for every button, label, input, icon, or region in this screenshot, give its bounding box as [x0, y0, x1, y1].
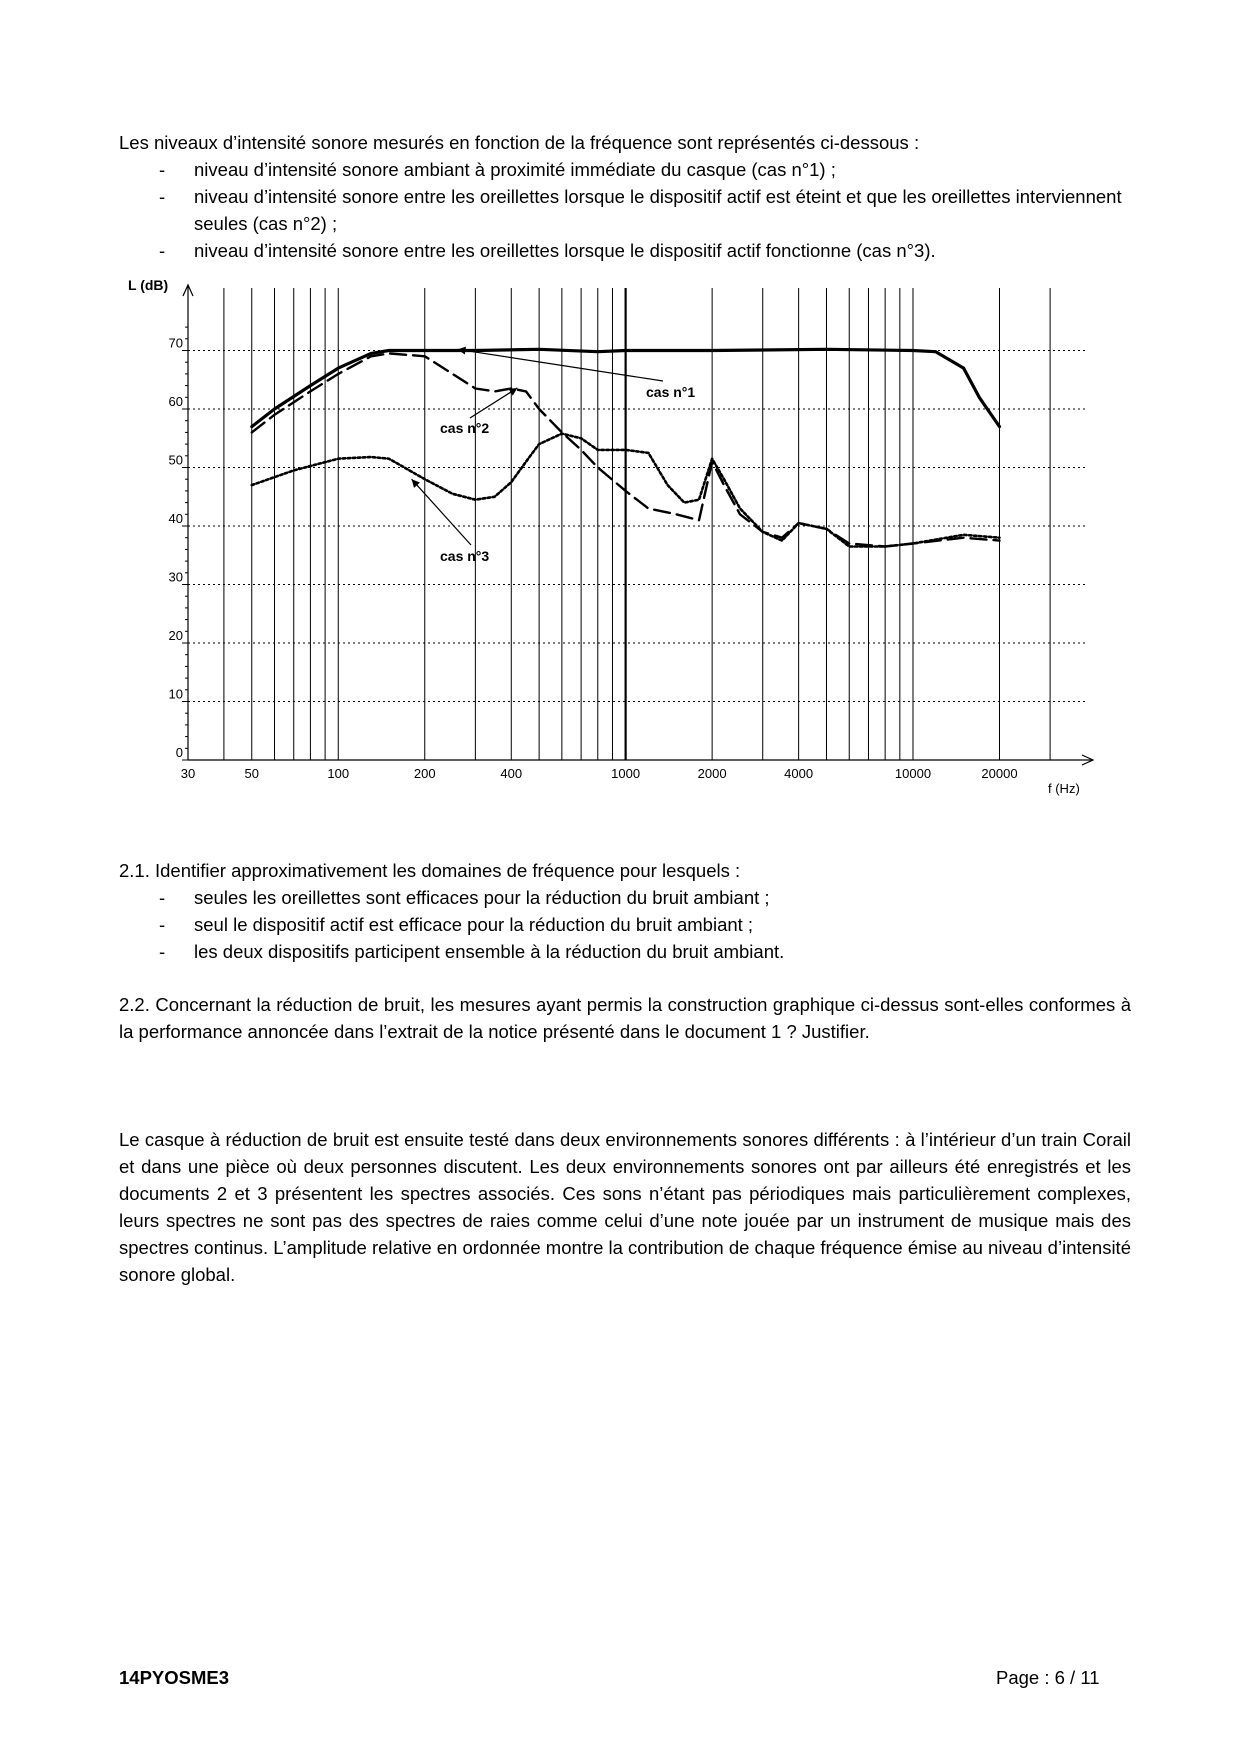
q21-item-3: les deux dispositifs participent ensemble à la réduction du bruit ambiant. — [194, 941, 785, 962]
bullet-dash: - — [159, 941, 166, 962]
q22-text: 2.2. Concernant la réduction de bruit, les mesures ayant permis la construction graphique ci-dessus sont-elles conformes à la performance annoncée dans l’extrait de la notice présenté dans le document 1 ? Justifier. — [119, 994, 1131, 1042]
case-1-text: niveau d’intensité sonore ambiant à proximité immédiate du casque (cas n°1) ; — [194, 159, 836, 180]
x-tick-label: 50 — [244, 766, 259, 781]
footer-code: 14PYOSME3 — [119, 1667, 230, 1688]
list-item — [119, 237, 1131, 264]
annotation-arrowhead — [508, 388, 517, 396]
list-item — [119, 884, 1131, 911]
cases-list — [119, 156, 1131, 264]
x-tick-label: 10000 — [894, 766, 932, 781]
chart-grid — [188, 288, 1086, 760]
annotation-pointer — [470, 388, 517, 418]
y-axis-title: L (dB) — [128, 277, 169, 293]
y-tick-label: 50 — [168, 452, 183, 468]
list-item — [119, 183, 1131, 237]
x-tick-label: 100 — [327, 766, 350, 781]
x-tick-label: 30 — [180, 766, 196, 781]
bullet-dash: - — [159, 159, 166, 180]
bullet-dash: - — [159, 186, 166, 207]
x-tick-label: 1000 — [611, 766, 641, 781]
sound-level-chart — [0, 270, 1240, 800]
annotation-label: cas n°3 — [440, 548, 490, 564]
x-tick-label: 4000 — [784, 766, 814, 781]
chart-axes — [128, 277, 1093, 796]
annotation-label: cas n°2 — [440, 420, 490, 436]
list-item — [119, 911, 1131, 938]
y-tick-label: 40 — [168, 511, 183, 526]
q21-item-2: seul le dispositif actif est efficace pour la réduction du bruit ambiant ; — [194, 914, 754, 935]
x-tick-label: 400 — [500, 766, 523, 781]
y-tick-label: 10 — [168, 686, 183, 702]
y-tick-label: 0 — [175, 745, 183, 760]
bullet-dash: - — [159, 887, 166, 908]
q21-title: 2.1. Identifier approximativement les domaines de fréquence pour lesquels : — [119, 860, 741, 881]
case-3-text: niveau d’intensité sonore entre les oreillettes lorsque le dispositif actif fonctionne (cas n°3). — [194, 240, 936, 261]
x-axis-title: f (Hz) — [1048, 781, 1080, 796]
q21-item-1: seules les oreillettes sont efficaces pour la réduction du bruit ambiant ; — [194, 887, 770, 908]
bullet-dash: - — [159, 240, 166, 261]
q21-list — [119, 884, 1131, 965]
footer-page: Page : 6 / 11 — [996, 1667, 1100, 1688]
y-tick-label: 30 — [168, 569, 183, 585]
list-item — [119, 938, 1131, 965]
y-tick-label: 20 — [168, 628, 183, 643]
chart-annotations — [412, 347, 696, 564]
intro-text: Les niveaux d’intensité sonore mesurés en fonction de la fréquence sont représentés ci-dessous : — [119, 132, 920, 153]
annotation-label: cas n°1 — [646, 384, 696, 400]
x-tick-label: 20000 — [981, 766, 1018, 781]
bullet-dash: - — [159, 914, 166, 935]
closing-paragraph: Le casque à réduction de bruit est ensuite testé dans deux environnements sonores différents : à l’intérieur d’un train Corail et dans une pièce où deux personnes discutent. Les deux environnements sonores ont par ailleurs été enregistrés et les documents 2 et 3 présentent les spectres associés. Ces sons n’étant pas périodiques mais particulièrement complexes, leurs spectres ne sont pas des spectres de raies comme celui d’une note jouée par un instrument de musique mais des spectres continus. L’amplitude relative en ordonnée montre la contribution de chaque fréquence émise au niveau d’intensité sonore global. — [119, 1129, 1131, 1285]
x-tick-label: 2000 — [697, 766, 727, 781]
annotation-pointer — [458, 349, 663, 381]
x-tick-label: 200 — [413, 766, 436, 781]
case-2-text: niveau d’intensité sonore entre les oreillettes lorsque le dispositif actif est éteint et que les oreillettes interviennent seules (cas n°2) ; — [194, 186, 1122, 234]
y-tick-label: 60 — [168, 394, 183, 409]
list-item — [119, 156, 1131, 183]
y-tick-label: 70 — [168, 335, 183, 351]
